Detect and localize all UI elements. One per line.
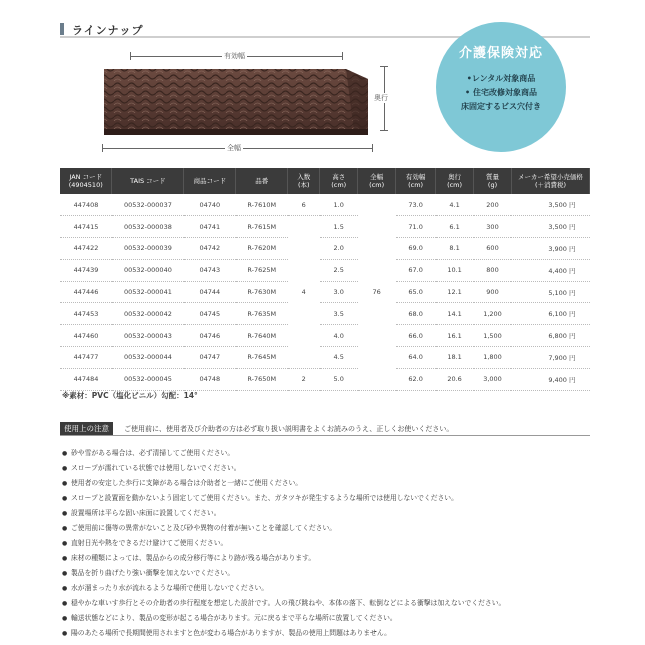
table-cell: 66.0 <box>396 325 436 347</box>
table-cell: 73.0 <box>396 194 436 216</box>
table-header-cell: JAN コード (4904510) <box>60 168 112 194</box>
table-cell: 6,100 円 <box>511 303 589 325</box>
section-title: ラインナップ <box>72 24 144 37</box>
table-cell: 4.5 <box>320 347 358 369</box>
table-cell: 900 <box>474 281 512 303</box>
table-cell: 00532-000037 <box>112 194 184 216</box>
table-cell: 2.0 <box>320 238 358 260</box>
table-row <box>60 259 590 281</box>
table-cell: 04746 <box>184 325 236 347</box>
table-cell: R-7640M <box>236 325 288 347</box>
table-cell: 3,900 円 <box>511 238 589 260</box>
table-cell: 14.1 <box>436 303 474 325</box>
table-header-cell: 品番 <box>236 168 288 194</box>
badge-title: 介護保険対応 <box>458 46 543 61</box>
notice-item: ● 使用者の安定した歩行に支障がある場合は介助者と一緒にご使用ください。 <box>62 476 590 491</box>
table-cell: 10.1 <box>436 259 474 281</box>
table-cell: R-7610M <box>236 194 288 216</box>
table-cell: R-7625M <box>236 259 288 281</box>
notice-list <box>62 446 590 641</box>
table-cell: R-7650M <box>236 368 288 390</box>
table-cell: 04740 <box>184 194 236 216</box>
table-cell: 4.1 <box>436 194 474 216</box>
table-cell: 1,500 <box>474 325 512 347</box>
notice-item: ● スロープと設置面を動かないよう固定してご使用ください。また、ガタツキが発生するような場所では使用しないでください。 <box>62 491 590 506</box>
table-row <box>60 281 590 303</box>
table-cell: 62.0 <box>396 368 436 390</box>
table-cell: 04743 <box>184 259 236 281</box>
table-cell: 00532-000042 <box>112 303 184 325</box>
care-insurance-badge <box>436 22 566 152</box>
table-cell: 200 <box>474 194 512 216</box>
table-header-cell: 入数 (本) <box>288 168 320 194</box>
table-cell: 4.0 <box>320 325 358 347</box>
table-cell: 6 <box>288 194 320 216</box>
table-row <box>60 194 590 216</box>
table-cell: 6,800 円 <box>511 325 589 347</box>
table-cell: 4,400 円 <box>511 259 589 281</box>
table-header-cell: 全幅 (cm) <box>358 168 396 194</box>
table-cell: 1.0 <box>320 194 358 216</box>
table-cell: 2.5 <box>320 259 358 281</box>
table-cell: 8.1 <box>436 238 474 260</box>
table-cell: 04747 <box>184 347 236 369</box>
table-cell: 7,900 円 <box>511 347 589 369</box>
table-header-cell: 質量 (g) <box>474 168 512 194</box>
notice-item: ● 砂や雪がある場合は、必ず清掃してご使用ください。 <box>62 446 590 461</box>
table-cell: 00532-000038 <box>112 216 184 238</box>
dimension-tick <box>342 52 343 60</box>
table-header-cell: 高さ (cm) <box>320 168 358 194</box>
table-cell: 69.0 <box>396 238 436 260</box>
table-cell: 76 <box>358 194 396 390</box>
table-cell: 00532-000039 <box>112 238 184 260</box>
table-cell: R-7620M <box>236 238 288 260</box>
table-cell: 5.0 <box>320 368 358 390</box>
table-header-cell: 商品コード <box>184 168 236 194</box>
table-cell: 5,100 円 <box>511 281 589 303</box>
ramp-product-image <box>100 65 375 137</box>
dimension-tick <box>130 52 131 60</box>
table-cell: 20.6 <box>436 368 474 390</box>
table-row <box>60 216 590 238</box>
table-cell: 12.1 <box>436 281 474 303</box>
table-row <box>60 238 590 260</box>
dimension-tick <box>380 66 388 67</box>
table-cell: 2 <box>288 368 320 390</box>
table-cell: 00532-000040 <box>112 259 184 281</box>
table-row <box>60 325 590 347</box>
table-cell: 00532-000044 <box>112 347 184 369</box>
notice-item: ● ご使用前に傷等の異常がないこと及び砂や異物の付着が無いことを確認してください。 <box>62 521 590 536</box>
table-header-cell: 奥行 (cm) <box>436 168 474 194</box>
table-cell: 00532-000045 <box>112 368 184 390</box>
table-cell: 447439 <box>60 259 112 281</box>
table-cell: 1,200 <box>474 303 512 325</box>
table-cell: 9,400 円 <box>511 368 589 390</box>
table-cell: 3.5 <box>320 303 358 325</box>
dimension-tick <box>380 130 388 131</box>
notice-item: ● 直射日光や熱をできるだけ避けてご使用ください。 <box>62 536 590 551</box>
table-row <box>60 368 590 390</box>
effective-width-label: 有効幅 <box>224 52 245 60</box>
table-cell: 6.1 <box>436 216 474 238</box>
table-cell: 447408 <box>60 194 112 216</box>
table-cell: 447422 <box>60 238 112 260</box>
dimension-tick <box>102 144 103 152</box>
notice-tag: 使用上の注意 <box>60 422 113 435</box>
table-cell: 1,800 <box>474 347 512 369</box>
table-cell: 600 <box>474 238 512 260</box>
notice-item: ● 穏やかな車いす歩行とその介助者の歩行程度を想定した設計です。人の飛び跳ねや、本体の落下、転倒などによる衝撃は加えないでください。 <box>62 596 590 611</box>
table-cell: 68.0 <box>396 303 436 325</box>
table-cell: 300 <box>474 216 512 238</box>
notice-item: ● 水が溜まったり水が流れるような場所で使用しないでください。 <box>62 581 590 596</box>
table-cell: 18.1 <box>436 347 474 369</box>
table-body <box>60 194 590 390</box>
table-row <box>60 347 590 369</box>
notice-item: ● 輸送状態などにより、製品の変形が起こる場合があります。元に戻るまで平らな場所に放置してください。 <box>62 611 590 626</box>
table-cell: 4 <box>288 216 320 369</box>
table-cell: 00532-000043 <box>112 325 184 347</box>
table-cell: 16.1 <box>436 325 474 347</box>
table-cell: R-7630M <box>236 281 288 303</box>
table-header-row <box>60 168 590 194</box>
notice-item: ● 陽のあたる場所で長期間使用されますと色が変わる場合がありますが、製品の使用上問題はありません。 <box>62 626 590 641</box>
table-cell: R-7615M <box>236 216 288 238</box>
notice-header <box>60 422 590 436</box>
table-header-cell: TAIS コード <box>112 168 184 194</box>
table-cell: 447484 <box>60 368 112 390</box>
notice-item: ● 床材の種類によっては、製品からの成分移行等により跡が残る場合があります。 <box>62 551 590 566</box>
table-cell: 04744 <box>184 281 236 303</box>
depth-label: 奥行 <box>374 94 388 102</box>
table-cell: 447453 <box>60 303 112 325</box>
table-cell: 04745 <box>184 303 236 325</box>
table-cell: 00532-000041 <box>112 281 184 303</box>
table-row <box>60 303 590 325</box>
table-cell: 447415 <box>60 216 112 238</box>
table-cell: 64.0 <box>396 347 436 369</box>
section-marker <box>60 23 64 35</box>
notice-item: ● スロープが濡れている状態では使用しないでください。 <box>62 461 590 476</box>
full-width-label: 全幅 <box>227 144 241 152</box>
table-cell: 3,500 円 <box>511 216 589 238</box>
table-header-cell: メーカー希望小売価格 (＋消費税) <box>511 168 589 194</box>
notice-item: ● 設置場所は平らな固い床面に設置してください。 <box>62 506 590 521</box>
table-cell: 04742 <box>184 238 236 260</box>
table-cell: 1.5 <box>320 216 358 238</box>
material-note: ※素材：PVC（塩化ビニル）勾配：14° <box>62 391 198 400</box>
table-cell: R-7635M <box>236 303 288 325</box>
lineup-spec-table <box>60 168 590 391</box>
table-cell: 3.0 <box>320 281 358 303</box>
table-cell: 447477 <box>60 347 112 369</box>
table-cell: 04748 <box>184 368 236 390</box>
badge-item-screw-holes: 床固定するビス穴付き <box>461 102 541 111</box>
table-cell: 447446 <box>60 281 112 303</box>
badge-item-rental: •レンタル対象商品 <box>466 74 536 83</box>
table-cell: 71.0 <box>396 216 436 238</box>
table-cell: 447460 <box>60 325 112 347</box>
dimension-tick <box>372 144 373 152</box>
table-header-cell: 有効幅 (cm) <box>396 168 436 194</box>
table-cell: 04741 <box>184 216 236 238</box>
table-cell: 67.0 <box>396 259 436 281</box>
table-cell: 3,500 円 <box>511 194 589 216</box>
badge-item-renovation: • 住宅改修対象商品 <box>465 88 537 97</box>
table-cell: R-7645M <box>236 347 288 369</box>
notice-item: ● 製品を折り曲げたり強い衝撃を加えないでください。 <box>62 566 590 581</box>
notice-intro: ご使用前に、使用者及び介助者の方は必ず取り扱い説明書をよくお読みのうえ、正しくお使いください。 <box>124 425 454 433</box>
table-cell: 65.0 <box>396 281 436 303</box>
table-cell: 800 <box>474 259 512 281</box>
table-cell: 3,000 <box>474 368 512 390</box>
